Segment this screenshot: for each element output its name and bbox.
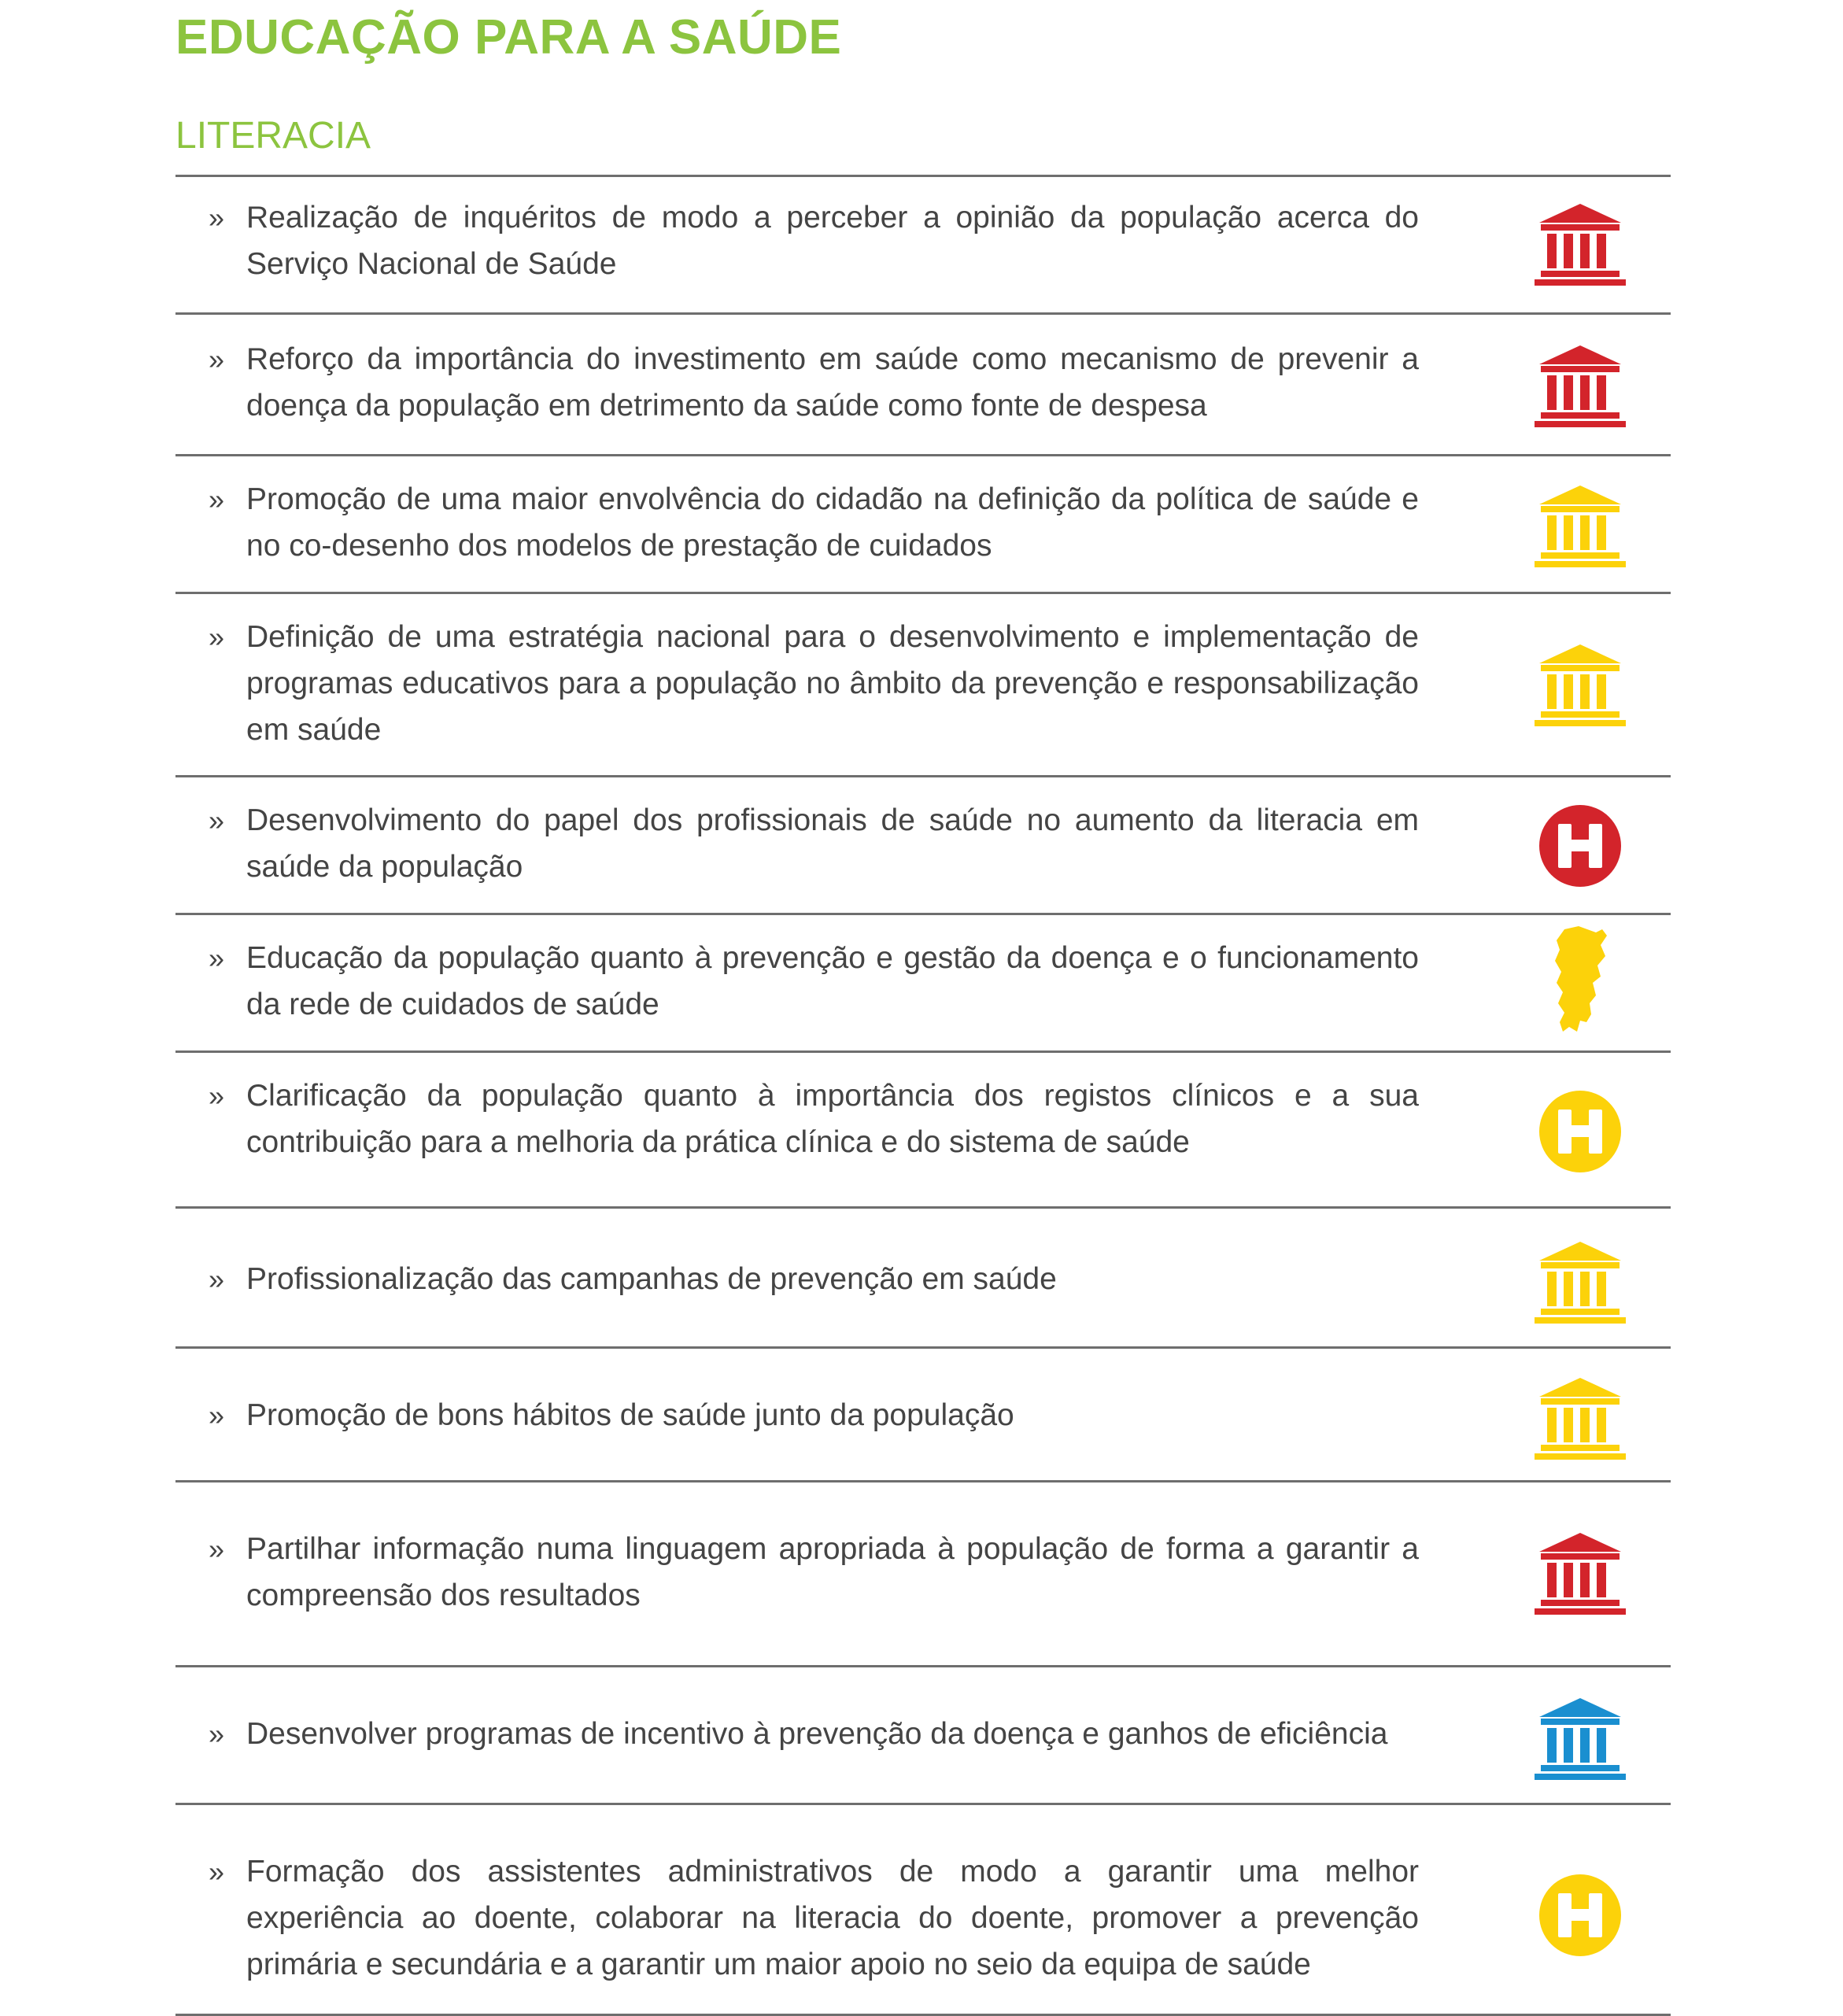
list-item (175, 1482, 1671, 1667)
hospital-icon (1533, 1872, 1627, 1959)
item-text: Definição de uma estratégia nacional para o desenvolvimento e implementação de programas educativos para a população no âmbito da prevenção e responsabilização em saúde (246, 620, 1419, 747)
item-text: Desenvolvimento do papel dos profissionais de saúde no aumento da literacia em saúde da população (246, 803, 1419, 884)
government-building-icon (1533, 641, 1627, 728)
item-text: Realização de inquéritos de modo a perceber a opinião da população acerca do Serviço Nacional de Saúde (246, 201, 1419, 281)
bullet: » (209, 483, 225, 515)
item-text: Profissionalização das campanhas de prevenção em saúde (246, 1262, 1057, 1296)
portugal-map-icon (1533, 925, 1627, 1035)
list-item (175, 315, 1671, 456)
item-text: Clarificação da população quanto à importância dos registos clínicos e a sua contribuição para a melhoria da prática clínica e do sistema de saúde (246, 1079, 1419, 1159)
government-building-icon (1533, 1239, 1627, 1325)
bullet: » (209, 1399, 225, 1431)
item-text: Educação da população quanto à prevenção e gestão da doença e o funcionamento da rede de cuidados de saúde (246, 941, 1419, 1021)
page-title: EDUCAÇÃO PARA A SAÚDE (175, 10, 842, 65)
list-item (175, 777, 1671, 915)
list-item (175, 1053, 1671, 1209)
government-building-icon (1533, 482, 1627, 569)
item-text: Partilhar informação numa linguagem apropriada à população de forma a garantir a compreensão dos resultados (246, 1532, 1419, 1612)
bullet: » (209, 621, 225, 653)
item-text: Reforço da importância do investimento em saúde como mecanismo de prevenir a doença da população em detrimento da saúde como fonte de despesa (246, 342, 1419, 423)
bullet: » (209, 1080, 225, 1112)
list-item (175, 1805, 1671, 2016)
government-building-icon (1533, 1530, 1627, 1616)
bullet: » (209, 1533, 225, 1565)
recommendation-list (175, 175, 1671, 2016)
list-item (175, 1349, 1671, 1482)
hospital-icon (1533, 803, 1627, 889)
list-item (175, 915, 1671, 1053)
item-text: Promoção de uma maior envolvência do cidadão na definição da política de saúde e no co-desenho dos modelos de prestação de cuidados (246, 482, 1419, 563)
item-text: Promoção de bons hábitos de saúde junto da população (246, 1398, 1014, 1432)
hospital-icon (1533, 1088, 1627, 1175)
bullet: » (209, 343, 225, 375)
item-text: Formação dos assistentes administrativos de modo a garantir uma melhor experiência ao doente, colaborar na literacia do doente, promover a prevenção primária e secundária e a garantir um maior apoio no seio da equipa de saúde (246, 1855, 1419, 1981)
government-building-icon (1533, 201, 1627, 287)
list-item (175, 1667, 1671, 1805)
list-item (175, 1209, 1671, 1349)
list-item (175, 456, 1671, 594)
list-item (175, 594, 1671, 777)
bullet: » (209, 1263, 225, 1295)
section-title: LITERACIA (175, 115, 371, 157)
list-item (175, 177, 1671, 315)
government-building-icon (1533, 342, 1627, 429)
bullet: » (209, 1718, 225, 1750)
bullet: » (209, 942, 225, 974)
bullet: » (209, 1855, 225, 1888)
bullet: » (209, 201, 225, 234)
bullet: » (209, 804, 225, 836)
government-building-icon (1533, 1695, 1627, 1782)
item-text: Desenvolver programas de incentivo à prevenção da doença e ganhos de eficiência (246, 1717, 1388, 1751)
government-building-icon (1533, 1375, 1627, 1461)
